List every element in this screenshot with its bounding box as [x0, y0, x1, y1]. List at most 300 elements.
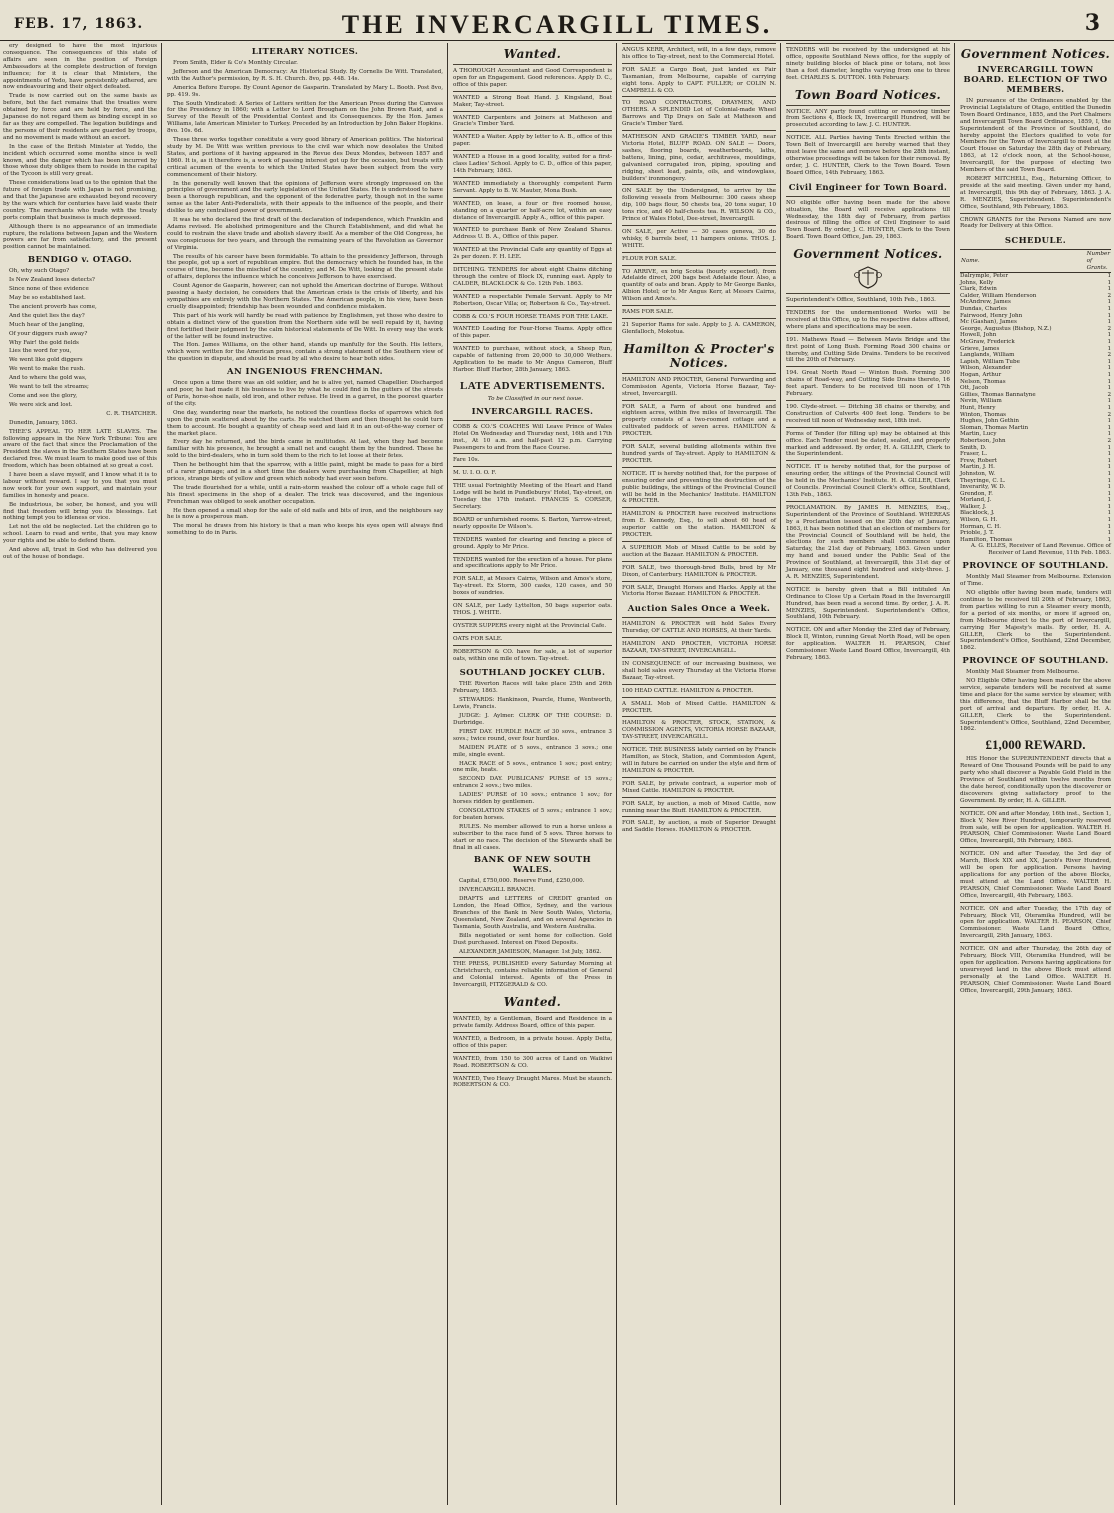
grant-count: 2: [1107, 292, 1111, 299]
table-row: [960, 392, 1111, 399]
text-paragraph: Monthly Mail Steamer from Melbourne.: [966, 669, 1080, 676]
advertisement: 194. Great North Road — Winton Bush. Forming 300 chains of Road-way, and Cutting Side Drains thereto, 16 feet apart. Tenders to be received till noon of 17th February.: [786, 366, 950, 400]
advertisement: TO ARRIVE, ex brig Scotia (hourly expected), from Adelaide direct, 200 bags best Adelaide flour. Also, a quantity of oats and bran. Apply to Mr George Banks, Albion Hotel; or to Mr Angus Kerr, at Messrs Cairns, Wilson and Amos's.: [622, 265, 776, 306]
races-ads: [453, 420, 612, 513]
advertisement: FOR SALE, a Farm of about one hundred and eighteen acres, within five miles of Invercargill. The property consists of a two-roomed cottage and a cultivated paddock of seven acres. HAMILTON & PROCTER.: [622, 400, 776, 441]
table-row: [960, 359, 1111, 366]
column-rule: [616, 43, 617, 1505]
advertisement: TENDERS wanted for clearing and fencing a piece of ground. Apply to Mr Price.: [453, 533, 612, 553]
advertisement: FLOUR FOR SALE.: [622, 252, 776, 265]
grantee-name: Hamilton, Thomas: [960, 536, 1013, 543]
crest-icon: [853, 265, 883, 289]
text-paragraph: The trade flourished for a while, until a rain-storm washed the colour off a whole cage full of his finest specimens in the shop of a dealer. The trick was discovered, and the ingenious Frenchman was obliged to seek another occupation.: [167, 484, 443, 505]
text-paragraph: IN pursuance of the Ordinances enabled by the Provincial Legislature of Otago, entitled the Dunedin Town Board Ordinance, 1855, and the Port Chalmers and Invercargill Town Board Ordinance, 1859, I, the Superintendent of the Province of Southland, do hereby appoint the Electors qualified to vote for Members for the Town of Invercargill to meet at the Court House on Saturday the 28th day of February, 1863, at 12 o'clock noon, at the School-house, Invercargill, for the purpose of electing two Members of the said Town Board.: [960, 98, 1111, 174]
grantee-name: Martin, Lucy: [960, 431, 997, 438]
grant-count: 1: [1107, 477, 1111, 484]
text-paragraph: We were sick and lost.: [9, 401, 73, 408]
advertisement: NOTICE. ALL Parties having Tents Erected within the Town Belt of Invercargill are hereby warned that they must leave the same and remove before the 28th instant, otherwise proceedings will be taken for their removal. By order, J. C. HUNTER, Clerk to the Town Board. Town Board Office, 14th February, 1863.: [786, 131, 950, 178]
advertisement: Forms of Tender (for filling up) may be obtained at this office. Each Tender must be dated, sealed, and properly marked and addressed. By order, H. A. GILLER, Clerk to the Superintendent.: [786, 427, 950, 461]
text-paragraph: May be so established last.: [9, 295, 86, 301]
text-paragraph: This part of his work will hardly be read with patience by Englishmen, yet those who desire to obtain a distinct view of the question from the Northern side will be well repaid by it, having first fortified their judgment by the calm historical statements of De Witt. In every way the work of the latter will be found instructive.: [167, 312, 443, 340]
advertisement: ON SALE by the Undersigned, to arrive by the following vessels from Melbourne: 300 cases sheep dip, 100 bags flour, 50 chests tea, 20 tons sugar, 10 tons rice, and 40 half-chests tea. R. WILSON & CO., Prince of Wales Hotel, Dee-street, Invercargill.: [622, 184, 776, 225]
text-paragraph: Lies the word for you,: [9, 348, 72, 355]
tender-ads: [786, 43, 950, 84]
advertisement: FOR SALE, several building allotments within five hundred yards of Tay-street. Apply to HAMILTON & PROCTER.: [622, 440, 776, 467]
column-rule: [161, 43, 162, 1505]
literary-notices-body: [167, 60, 443, 363]
grantee-name: Hughes, John Gethin: [960, 418, 1020, 425]
advertisement: ANGUS KERR, Architect, will, in a few days, remove his office to Tay-street, next to the Commercial Hotel.: [622, 43, 776, 63]
text-paragraph: America Before Europe. By Count Agenor de Gasparin. Translated by Mary L. Booth. Post 8vo, pp. 419. 9s.: [167, 84, 443, 98]
misc-ads: [453, 513, 612, 665]
text-paragraph: CONSOLATION STAKES of 5 sovs.; entrance 1 sov.; for beaten horses.: [453, 807, 612, 821]
text-paragraph: Let not the old be neglected. Let the children go to school. Learn to read and write, that you may know your rights and be able to defend them.: [3, 524, 157, 545]
table-row: [960, 332, 1111, 339]
grantee-name: Fraser, L.: [960, 451, 988, 458]
literary-notices-heading: LITERARY NOTICES.: [251, 47, 359, 57]
text-paragraph: And the quiet lies the day?: [9, 312, 85, 319]
column-4: [619, 43, 779, 1505]
table-row: [960, 464, 1111, 471]
grant-count: 1: [1107, 279, 1111, 286]
table-row: [960, 458, 1111, 465]
text-paragraph: Count Agenor de Gasparin, however, can not uphold the American doctrine of Europe. Without passing a hasty decision, he considers that the American crisis is the crisis of liberty, and his sympathies are entirely with the Northern States. The American people, in his view, have been cruelly disappointed; friendship has been wounded and confidence mistaken.: [167, 283, 443, 310]
table-row: [960, 517, 1111, 524]
table-row: [960, 491, 1111, 498]
advertisement: 190. Clyde-street. — Ditching 38 chains or thereby, and Construction of Culverts 400 feet long. Tenders to be received till noon of Wednesday next, 18th inst.: [786, 400, 950, 427]
advertisement: TENDERS will be received by the undersigned at his office, opposite Southland News office, for the supply of ninety building blocks of black pine or totara, not less than a foot diameter, lengths varying from one to three feet. CHARLES S. DUTTON. 16th February.: [786, 43, 950, 84]
advertisement: NOTICE. IT is hereby notified that, for the purpose of ensuring order, the sittings of the Provincial Council will be held in the Mechanics' Institute. H. A. GILLER, Clerk of Councils. Provincial Council Clerk's office, Southland, 13th Feb., 1863.: [786, 460, 950, 501]
table-row: [960, 405, 1111, 412]
advertisement: THE PRESS, PUBLISHED every Saturday Morning at Christchurch, contains reliable information of General and Colonial interest. Agents of the Press in Invercargill, FITZGERALD & CO.: [453, 957, 612, 991]
text-paragraph: SECOND DAY. PUBLICANS' PURSE of 15 sovs.; entrance 2 sovs.; two miles.: [453, 776, 612, 790]
late-advertisements-sub: To be Classified in our next issue.: [487, 395, 584, 402]
grant-count: 2: [1107, 325, 1111, 332]
advertisement: DITCHING. TENDERS for about eight Chains ditching through the centre of Block IX, running east. Apply to CALDER, BLACKLOCK & Co. 12th Feb. 1863.: [453, 263, 612, 290]
grantee-name: Blacklock, J.: [960, 510, 995, 517]
grant-count: 1: [1107, 510, 1111, 517]
reward-heading: £1,000 REWARD.: [985, 737, 1086, 753]
table-row: [960, 346, 1111, 353]
grant-count: 1: [1107, 503, 1111, 510]
town-board-election-body: [960, 98, 1111, 211]
civil-engineer-heading: Civil Engineer for Town Board.: [788, 182, 948, 193]
text-paragraph: Every day he returned, and the birds came in multitudes. At last, when they had become familiar with his presence, he brought a small net and caught them by the hundred. These he sold to the bird-dealers, who in turn sold them to the rich to let loose at their fetes.: [167, 439, 443, 460]
text-paragraph: HACK RACE of 5 sovs., entrance 1 sov.; post entry; one mile, heats.: [453, 760, 612, 774]
grantee-name: Smith, D.: [960, 444, 987, 451]
text-paragraph: Of your diggers rush away?: [9, 330, 88, 337]
grant-count: 1: [1107, 378, 1111, 385]
grant-count: 1: [1107, 273, 1111, 280]
table-row: [960, 385, 1111, 392]
page-number: 3: [1084, 10, 1100, 36]
schedule-heading: SCHEDULE.: [1004, 236, 1067, 247]
grantee-name: Robertson, John: [960, 437, 1006, 444]
advertisement: WANTED a Waiter. Apply by letter to A. B., office of this paper.: [453, 130, 612, 150]
grant-count: 1: [1107, 424, 1111, 431]
text-paragraph: In the case of the British Minister at Yeddo, the incident which occurred some months since is well known, and the danger which has been incurred by those whose duty obliges them to reside in the capital of the Tycoon is still very great.: [3, 143, 157, 178]
advertisement: WANTED Carpenters and Joiners at Matheson and Gracie's Timber Yard.: [453, 111, 612, 131]
column-1: [0, 43, 160, 1505]
advertisement: WANTED Loading for Four-Horse Teams. Apply office of this paper.: [453, 322, 612, 342]
wanted-ads: [453, 64, 612, 376]
text-paragraph: NO Eligible Offer having been made for the above service, separate tenders will be received at same time and place for the same service by steamer, with this difference, that the Bluff Harbor shall be the port of arrival and departure. By order, H. A. GILLER, Clerk to the Superintendent. Superintendent's Office, Southland, 22nd December, 1862.: [960, 678, 1111, 733]
grantee-name: McAndrew, James: [960, 299, 1011, 306]
auction-ads: [622, 617, 776, 836]
advertisement: FOR SALE, at Messrs Cairns, Wilson and Amos's store, Tay-street. Ex Storm, 300 casks, 120 cases, and 50 boxes of sundries.: [453, 572, 612, 599]
advertisement: NOTICE. ON and after Tuesday, the 3rd day of March, Block XIX and XX, Jacob's River Hundred, will be open for application. Persons having applications for any portion of the above Blocks, must attend at the Land Office. WALTER H. PEARSON, Chief Commissioner. Waste Land Board Office, Invercargill, 4th February, 1863.: [960, 847, 1111, 901]
text-paragraph: ALEXANDER JAMIESON, Manager. 1st July, 1862.: [459, 948, 602, 955]
grantee-name: Sloman, Thomas Martin: [960, 424, 1029, 431]
table-row: [960, 319, 1111, 326]
newspaper-title: THE INVERCARGILL TIMES.: [341, 10, 773, 39]
text-paragraph: He then opened a small shop for the sale of old nails and bits of iron, and the neighbours say he is now a prosperous man.: [167, 507, 443, 521]
table-row: [960, 286, 1111, 293]
advertisement: A SMALL Mob of Mixed Cattle. HAMILTON & PROCTER.: [622, 697, 776, 717]
table-row: [960, 352, 1111, 359]
text-paragraph: THEE'S APPEAL TO HER LATE SLAVES. The following appears in the New York Tribune: You are aware of the fact that since the Proclamation of the President the slaves in the Southern States have been declared free. We must learn to make good use of this freedom, which has been obtained at so great a cost.: [3, 428, 157, 470]
grant-count: 1: [1107, 312, 1111, 319]
grant-count: 1: [1107, 319, 1111, 326]
text-paragraph: These considerations lead us to the opinion that the future of foreign trade with Japan is not promising, and that the Japanese are exhausted beyond recovery by the wars which for centuries have laid waste their country. The merchants who trade with the treaty ports complain that business is much depressed.: [3, 180, 157, 221]
grant-count: 1: [1107, 490, 1111, 497]
province-heading: PROVINCE OF SOUTHLAND.: [962, 561, 1109, 572]
late-advertisements-heading: LATE ADVERTISEMENTS.: [460, 379, 605, 392]
grant-count: 1: [1107, 345, 1111, 352]
bank-body: [453, 878, 612, 955]
grantee-name: Walker, J.: [960, 503, 987, 510]
grantee-name: Hunt, Henry: [960, 404, 996, 411]
table-row: [960, 504, 1111, 511]
grantee-name: Fairwood, Henry John: [960, 312, 1023, 319]
advertisement: Fare 10s.: [453, 453, 612, 466]
column-3: [450, 43, 615, 1505]
table-row: [960, 484, 1111, 491]
town-board-heading: Town Board Notices.: [794, 87, 942, 102]
table-row: [960, 497, 1111, 504]
text-paragraph: Is New Zealand loses detects?: [9, 277, 95, 284]
text-paragraph: RULES. No member allowed to run a horse unless a subscriber to the race fund of 5 sovs. Three horses to start or no race. The decision of the Stewards shall be final in all cases.: [453, 823, 612, 851]
town-board-notices: [786, 105, 950, 179]
column-rule: [954, 43, 955, 1505]
text-paragraph: ery designed to have the most injurious consequence. The consequences of this state of affairs are seen in the position of Foreign Ambassadors at the complete destruction of foreign influence; for it is clear that Ministers, the appointments of Yedo, have persistently adhered, are now endeavouring and their object defeated.: [3, 43, 157, 91]
grantee-name: Martin, J. H.: [960, 464, 995, 471]
commercial-ads: [622, 43, 776, 338]
grant-count: 1: [1107, 523, 1111, 530]
advertisement: PROCLAMATION. By JAMES R. MENZIES, Esq., Superintendent of the Province of Southland. WHEREAS by a Proclamation issued on the 20th day of January, 1863, it has been notified that an election of members for the Provincial Council of Southland will be held, the elections for such members shall commence upon Saturday, the 21st day of February, 1863. Given under my hand and issued under the Public Seal of the Province of Southland, at Invercargill, this 31st day of January, one thousand eight hundred and sixty-three. J. A. R. MENZIES, Superintendent.: [786, 501, 950, 583]
table-row: [960, 412, 1111, 419]
text-paragraph: And to where the gold was,: [9, 375, 87, 382]
text-paragraph: The ancient proverb has come,: [9, 303, 97, 310]
table-row: [960, 299, 1111, 306]
crown-grants-notice: CROWN GRANTS for the Persons Named are now Ready for Delivery at this Office.: [960, 213, 1111, 233]
advertisement: MATHESON AND GRACIE'S TIMBER YARD, near Victoria Hotel, BLUFF ROAD. ON SALE — Doors, sashes, flooring boards, weatherboards, laths, battens, lining, pine, cedar, architraves, mouldings, galvanised corrugated iron, piping, spouting and ridging, sheet lead, paints, oils, and windowglass, builders' ironmongery.: [622, 130, 776, 184]
advertisement: WANTED at the Provincial Cafe any quantity of Eggs at 2s per dozen. F. H. LEE.: [453, 243, 612, 263]
civil-engineer-notice: [786, 196, 950, 243]
grantee-name: Grieve, James: [960, 345, 1000, 352]
text-paragraph: Monthly Mail Steamer from Melbourne. Extension of Time.: [960, 574, 1111, 588]
advertisement: FOR SALE, Draught Horses and Hacks. Apply at the Victoria Horse Bazaar. HAMILTON & PROCTER.: [622, 581, 776, 601]
advertisement: WANTED, from 150 to 300 acres of Land on Waikiwi Road. ROBERTSON & CO.: [453, 1052, 612, 1072]
poem-lines: [3, 268, 157, 409]
text-paragraph: These three works together constitute a very good library of American politics. The historical study by M. De Witt was written previous to the civil war which now desolates the United States, and portions of it having appeared in the Revue des Deux Mondes, between 1857 and 1860. It is, as it therefore is, a work of passing interest got up for the occasion, but treats with critical acumen of the events to which the United States have been subject from the very commencement of their history.: [167, 137, 443, 178]
table-row: [960, 478, 1111, 485]
grantee-name: Langlands, William: [960, 352, 1015, 359]
grantee-name: Clark, Edwin: [960, 286, 997, 293]
grantee-name: Grendon, F.: [960, 490, 993, 497]
wanted-heading: Wanted.: [503, 47, 562, 61]
advertisement: WANTED a House in a good locality, suited for a first-class Ladies' School. Apply to C. D., office of this paper, 14th February, 1863.: [453, 150, 612, 177]
advertisement: COBB & CO.'S COACHES Will Leave Prince of Wales Hotel On Wednesday and Thursday next, 16th and 17th inst., At 10 a.m. and half-past 12 p.m. Carrying Passengers to and from the Race Course.: [453, 420, 612, 454]
advertisement: 191. Mathews Road — Between Mavis Bridge and the first point of Long Bush. Forming Road 300 chains or thereby, and Cutting Side Drains. Tenders to be received till the 20th of February.: [786, 333, 950, 367]
grant-count: 1: [1107, 470, 1111, 477]
article-paragraphs: [3, 43, 157, 251]
grant-count: 1: [1107, 365, 1111, 372]
advertisement: M. U. I. O. O. F.: [453, 466, 612, 479]
grant-count: 1: [1107, 457, 1111, 464]
wanted-heading-2: Wanted.: [503, 995, 562, 1010]
advertisement: THE usual Fortnightly Meeting of the Heart and Hand Lodge will be held in Pundleburys' Hotel, Tay-street, on Tuesday the 17th instant. FRANCIS S. CORSER, Secretary.: [453, 479, 612, 513]
advertisement: WANTED to purchase, without stock, a Sheep Run, capable of fattening from 20,000 to 30,000 Wethers. Application to be made to Mr Angus Cameron, Bluff Harbor. Bluff Harbor, 28th January, 1863.: [453, 342, 612, 376]
bank-heading: BANK OF NEW SOUTH WALES.: [473, 855, 592, 876]
advertisement: NOTICE. ON and after Tuesday, the 17th day of February, Block VII, Oteramika Hundred, will be open for application. WALTER H. PEARSON, Chief Commissioner. Waste Land Board Office, Invercargill, 29th January, 1863.: [960, 902, 1111, 943]
grantee-name: Winton, Thomas: [960, 411, 1007, 418]
grant-count: 2: [1107, 411, 1111, 418]
table-row: [960, 280, 1111, 287]
table-row: [960, 451, 1111, 458]
advertisement: NOTICE. ON and after Monday, 16th inst., Section 1, Block V, New River Hundred, temporarily reserved from sale, will be open for application. WALTER H. PEARSON, Chief Commissioner. Waste Land Board Office, Invercargill, 5th February, 1863.: [960, 807, 1111, 848]
advertisement: TO ROAD CONTRACTORS, DRAYMEN, AND OTHERS. A SPLENDID Lot of Colonial-made Wheel Barrows and Tip Drays on Sale at Matheson and Gracie's Timber Yard.: [622, 96, 776, 130]
masthead: [0, 0, 1114, 41]
grant-count: 1: [1107, 451, 1111, 458]
advertisement: BOARD or unfurnished rooms. S. Barton, Yarrow-street, nearly opposite Dr Wilson's.: [453, 513, 612, 533]
grant-count: 2: [1107, 352, 1111, 359]
waste-land-notices: [960, 807, 1111, 997]
text-paragraph: MAIDEN PLATE of 5 sovs., entrance 3 sovs.; one mile, single event.: [453, 744, 612, 758]
advertisement: WANTED, Two Heavy Draught Mares. Must be staunch. ROBERTSON & CO.: [453, 1072, 612, 1092]
advertisement: ROBERTSON & CO. have for sale, a lot of superior oats, within one mile of town. Tay-street.: [453, 645, 612, 665]
advertisement: WANTED a respectable Female Servant. Apply to Mr Robertson, Oscar Villa; or, Robertson & Co., Tay-street.: [453, 290, 612, 310]
advertisement: A THOROUGH Accountant and Good Correspondent is open for an Engagement. Good references. Apply D. C., office of this paper.: [453, 64, 612, 91]
advertisement: HAMILTON AND PROCTER, VICTORIA HORSE BAZAAR, TAY-STREET, INVERCARGILL.: [622, 637, 776, 657]
grantee-name: Nelson, Thomas: [960, 378, 1006, 385]
column-rule: [447, 43, 448, 1505]
story-body: [167, 380, 443, 537]
table-row: [960, 365, 1111, 372]
table-row: [960, 438, 1111, 445]
grant-count: 1: [1107, 398, 1111, 405]
advertisement: TENDERS for the undermentioned Works will be received at this Office, up to the respective dates affixed, where plans and specifications may be seen.: [786, 306, 950, 333]
advertisement: WANTED a Strong Boat Hand. J. Kingsland, Boat Maker, Tay-street.: [453, 91, 612, 111]
text-paragraph: Then he bethought him that the sparrow, with a little paint, might be made to pass for a bird of a rarer plumage; and in a short time the dealers were purchasing from Chapellier, at high prices, strange birds of yellow and green which nobody had ever seen before.: [167, 462, 443, 482]
article-paragraphs-2: [3, 429, 157, 561]
advertisement: WANTED to purchase Bank of New Zealand Shares. Address U. B. A., Office of this paper.: [453, 223, 612, 243]
hamilton-procter-heading: Hamilton & Procter's Notices.: [623, 341, 775, 370]
grant-count: 1: [1107, 385, 1111, 392]
advertisement: ON SALE, per Lady Lyttelton, 50 bags superior oats. THOS. J. WHITE.: [453, 599, 612, 619]
grantee-name: Johns, Kelly: [960, 279, 994, 286]
text-paragraph: Trade is now carried out on the same basis as before, but the fact remains that the treaties were obtained by force and are held by force, and the Japanese do not regard them as binding except in so far as they are compelled. The legation buildings and the persons of their residents are guarded by troops, and no movement is made without an escort.: [3, 93, 157, 141]
advertisement: HAMILTON & PROCTER, STOCK, STATION, & COMMISSION AGENTS, VICTORIA HORSE BAZAAR, TAY-STREET, INVERCARGILL.: [622, 716, 776, 743]
table-row: [960, 471, 1111, 478]
table-row: [960, 530, 1111, 537]
table-row: [960, 379, 1111, 386]
grantee-name: Howell, John: [960, 332, 997, 339]
grant-count: 1: [1107, 372, 1111, 378]
grant-count: 1: [1107, 418, 1111, 425]
grant-count: 1: [1107, 444, 1111, 451]
table-row: [960, 524, 1111, 531]
hamilton-procter-ads: [622, 373, 776, 601]
grantee-name: Nevin, William: [960, 398, 1002, 405]
advertisement: A SUPERIOR Mob of Mixed Cattle to be sold by auction at the Bazaar. HAMILTON & PROCTER.: [622, 541, 776, 561]
text-paragraph: It was he who declared the first draft of the declaration of independence, which Franklin and Adams revised. He abolished primogeniture and the Church Establishment, and did what he could to restrain the slave trade and abolish slavery itself. As a member of the Old Congress, he was conspicuous for two years, and through the remaining years of the Revolution as Governor of Virginia.: [167, 217, 443, 251]
grantee-name: Lapish, William Tube: [960, 358, 1020, 365]
advertisement: HAMILTON & PROCTER have received instructions from E. Kennedy, Esq., to sell about 60 head of superior cattle on the station. HAMILTON & PROCTER.: [622, 507, 776, 541]
grantee-name: Wilson, Alexander: [960, 365, 1012, 372]
jockey-club-heading: SOUTHLAND JOCKEY CLUB.: [459, 668, 606, 679]
table-row: [960, 510, 1111, 517]
table-row: [960, 306, 1111, 313]
advertisement: FOR SALE a Cargo Boat, just landed ex Fair Tasmanian, from Melbourne, capable of carrying eight tons. Apply to CAPT. FULLER; or COLIN N. CAMPBELL & CO.: [622, 63, 776, 97]
text-paragraph: The South Vindicated: A Series of Letters written for the American Press during the Canvass for the Presidency in 1860; with a Letter to Lord Brougham on the John Brown Raid, and a Survey of the Result of the Presidential Contest and its Consequences. By the Hon. James Williams, late American Minister to Turkey. Preceded by an Introduction by John Baker Hopkins. 8vo. 10s. 6d.: [167, 100, 443, 135]
grant-count: 1: [1107, 497, 1111, 504]
table-row: [960, 372, 1111, 379]
crown-grants-schedule-table: [960, 249, 1111, 543]
advertisement: HAMILTON AND PROCTER, General Forwarding and Commission Agents, Victoria Horse Bazaar, Tay-street, Invercargill.: [622, 373, 776, 400]
text-paragraph: FIRST DAY. HURDLE RACE of 30 sovs., entrance 3 sovs.; twice round, over four hurdles.: [453, 728, 612, 742]
grant-count: 1: [1107, 484, 1111, 491]
poem-signature: C. R. THATCHER.: [106, 410, 157, 417]
schedule-column-number: Number of Grants.: [1086, 250, 1111, 273]
text-paragraph: Much hear of the jangling,: [9, 321, 85, 328]
text-paragraph: HIS Honor the SUPERINTENDENT directs that a Reward of One Thousand Pounds will be paid to any party who shall discover a Payable Gold Field in the Province of Southland within twelve months from the date hereof, conditionally upon the discoverer or discoverers giving satisfactory proof to the Government. By order, H. A. GILLER.: [960, 756, 1111, 804]
text-paragraph: And above all, trust in God who has delivered you out of the house of bondage.: [3, 547, 157, 560]
races-heading: INVERCARGILL RACES.: [471, 406, 594, 417]
auction-heading: Auction Sales Once a Week.: [627, 604, 771, 615]
column-2: [164, 43, 446, 1505]
press-ad: [453, 957, 612, 991]
advertisement: NOTICE. THE BUSINESS lately carried on by Francis Hamilton, as Stock, Station, and Commission Agent, will in future be carried on under the style and firm of HAMILTON & PROCTER.: [622, 743, 776, 777]
grant-count: 1: [1107, 530, 1111, 537]
text-paragraph: Oh, why such Otago?: [9, 268, 70, 275]
advertisement: FOR SALE, by private contract, a superior mob of Mixed Cattle. HAMILTON & PROCTER.: [622, 777, 776, 797]
grantee-name: Frew, Robert: [960, 457, 997, 464]
text-paragraph: From Smith, Elder & Co's Monthly Circular.: [173, 60, 298, 66]
table-row: [960, 537, 1111, 544]
text-paragraph: In the generally well known that the opinions of Jefferson were strongly impressed on the principles of government and the early legislation of the United States. He is understood to have been a thorough republican, and the opponent of the federative party, though not in the same sense as the later Anti-Federalists, with their appeals to the influence of the people, and their dislike to any centralised power of government.: [167, 180, 443, 215]
story-heading: AN INGENIOUS FRENCHMAN.: [227, 367, 383, 378]
text-paragraph: ROBERT MITCHELL, Esq., Returning Officer, to preside at the said meeting. Given under my hand, at Invercargill, this 9th day of February, 1863. J. A. R. MENZIES, Superintendent. Superintendent's Office, Southland, 9th February, 1863.: [960, 175, 1111, 210]
grantee-name: Dalrymple, Peter: [960, 273, 1009, 280]
table-row: [960, 339, 1111, 346]
table-row: [960, 293, 1111, 300]
jockey-club-body: [453, 681, 612, 851]
table-row: [960, 425, 1111, 432]
grantee-name: Mc (Gashan), James: [960, 319, 1017, 326]
grantee-name: Ott, Jacob: [960, 385, 989, 392]
grant-count: 1: [1107, 358, 1111, 365]
grantee-name: Prioble, J. T.: [960, 530, 994, 537]
advertisement: WANTED immediately a thoroughly competent Farm Servant. Apply to B. W. Mauter, Mona Bush.: [453, 177, 612, 197]
schedule-column-name: Name.: [960, 250, 1086, 273]
text-paragraph: I have been a slave myself, and I know what it is to labour without reward. I say to you that you must now work for your own support, and maintain your families in honesty and peace.: [3, 472, 157, 499]
advertisement: HAMILTON & PROCTER will hold Sales Every Thursday, OF CATTLE AND HORSES, At their Yards.: [622, 617, 776, 637]
advertisement: FOR SALE, two thorough-bred Bulls, bred by Mr Dixon, of Canterbury. HAMILTON & PROCTER.: [622, 561, 776, 581]
province-heading-2: PROVINCE OF SOUTHLAND.: [962, 656, 1109, 667]
advertisement: FOR SALE, by auction, a mob of Superior Draught and Saddle Horses. HAMILTON & PROCTER.: [622, 816, 776, 836]
text-paragraph: We went like gold diggers: [9, 357, 83, 364]
province-notice-2: [960, 669, 1111, 733]
text-paragraph: We want to tell the streams;: [9, 384, 89, 391]
text-paragraph: One day, wandering near the markets, he noticed the countless flocks of sparrows which fed upon the grain scattered about by the carts. He watched them and then thought he could turn them to account. He bought a quantity of cheap seed and laid it in an out-of-the-way corner of the market place.: [167, 409, 443, 437]
text-paragraph: Be industrious, be sober, be honest, and you will find that freedom will bring you its blessings. Let nothing tempt you to idleness or vice.: [3, 501, 157, 522]
text-paragraph: Why Fair! the gold fields: [9, 339, 79, 346]
text-paragraph: The moral he draws from his history is that a man who keeps his eyes open will always find something to do in Paris.: [167, 523, 443, 537]
table-row: [960, 445, 1111, 452]
table-row: [960, 431, 1111, 438]
grant-count: 1: [1107, 404, 1111, 411]
advertisement: OYSTER SUPPERS every night at the Provincial Cafe.: [453, 619, 612, 632]
poem-date: Dunedin, January, 1863.: [9, 419, 78, 426]
advertisement: 21 Superior Rams for sale. Apply to J. A. CAMERON, Glenfalloch, Mokotua.: [622, 318, 776, 338]
advertisement: 100 HEAD CATTLE. HAMILTON & PROCTER.: [622, 684, 776, 697]
issue-date: FEB. 17, 1863.: [14, 16, 144, 32]
text-paragraph: NO eligible offer having been made, tenders will continue to be received till 20th of February, 1863, from parties willing to run a Steamer every month, for a period of six months, or more if agreed on, from Melbourne direct to the port of Invercargill, carrying Her Majesty's mails. By order, H. A. GILLER, Clerk to the Superintendent. Superintendent's Office, Southland, 22nd December, 1862.: [960, 590, 1111, 652]
table-row: [960, 326, 1111, 333]
grant-count: 1: [1107, 536, 1111, 543]
text-paragraph: STEWARDS: Hankinson, Pearcle, Hume, Wentworth, Lewis, Francis.: [453, 697, 612, 711]
grantee-name: George, Augustus (Bishop, N.Z.): [960, 325, 1052, 332]
text-paragraph: The Hon. James Williams, on the other hand, stands up manfully for the South. His letters, which were written for the American press, contain a strong statement of the Southern view of the question in dispute, and should be read by all who desire to hear both sides.: [167, 342, 443, 363]
grant-count: 1: [1107, 339, 1111, 346]
grantee-name: McGraw, Frederick: [960, 339, 1015, 346]
advertisement: NO eligible offer having been made for the above situation, the Board will receive applications till Wednesday, the 18th day of February, from parties desirous of filling the office of Civil Engineer to said Town Board. By order, J. C. HUNTER, Clerk to the Town Board. Town Board Office, Jan. 29, 1863.: [786, 196, 950, 243]
grant-count: 2: [1107, 391, 1111, 398]
text-paragraph: DRAFTS and LETTERS of CREDIT granted on London, the Head Office, Sydney, and the various Branches of the Bank in New South Wales, Victoria, Queensland, New Zealand, and on several Agencies in Tasmania, South Australia, and Western Australia.: [453, 896, 612, 930]
text-paragraph: JUDGE: J. Aylmer. CLERK OF THE COURSE: D. Durbridge.: [453, 713, 612, 726]
text-paragraph: THE Riverton Races will take place 25th and 26th February, 1863.: [453, 681, 612, 695]
grantee-name: Theyringe, C. L.: [960, 477, 1006, 484]
grant-count: 1: [1107, 332, 1111, 339]
text-paragraph: Bills negotiated or sent home for collection. Gold Dust purchased. Interest on Fixed Deposits.: [453, 932, 612, 946]
advertisement: NOTICE. ANY party found cutting or removing timber from Sections 4, Block IX, Invercargill Hundred, will be prosecuted according to law. J. C. HUNTER.: [786, 105, 950, 132]
text-paragraph: LADIES' PURSE of 10 sovs.; entrance 1 sov.; for horses ridden by gentlemen.: [453, 792, 612, 806]
advertisement: IN CONSEQUENCE of our increasing business, we shall hold sales every Thursday at the Victoria Horse Bazaar, Tay-street.: [622, 657, 776, 684]
advertisement: NOTICE. ON and after Monday the 23rd day of February, Block II, Winton, running Great North Road, will be open for application. WALTER H. PEARSON, Chief Commissioner. Waste Land Board Office, Invercargill, 4th February, 1863.: [786, 623, 950, 664]
text-paragraph: The results of his career have been formidable. To attain to the presidency Jefferson, through the people, got up a sort of republican empire. But the democracy which he founded has, in the course of time, become the mischief of the country; and M. De Witt, looking at the present state of affairs, deplores the influence which he conceives Jefferson to have exercised.: [167, 253, 443, 281]
text-paragraph: Since none of thee evidence: [9, 286, 89, 293]
advertisement: WANTED, a Bedroom, in a private house. Apply Delta, office of this paper.: [453, 1032, 612, 1052]
text-paragraph: Although there is no appearance of an immediate rupture, the relations between Japan and the Western powers are far from satisfactory, and the present position cannot be maintained.: [3, 223, 157, 251]
schedule-signature: A. G. ELLES, Receiver of Land Revenue. Office of Receiver of Land Revenue, 11th Feb. 1863.: [970, 543, 1111, 557]
wanted-ads-2: [453, 1012, 612, 1091]
advertisement: NOTICE is hereby given that a Bill intituled An Ordinance to Close Up a Certain Road in the Invercargill Hundred, has been read a second time. By order, J. A. R. MENZIES, Superintendent. Superintendent's Office, Southland, 10th February.: [786, 583, 950, 624]
government-notices-heading: Government Notices.: [793, 247, 943, 262]
table-row: [960, 398, 1111, 405]
advertisement: COBB & CO.'S FOUR HORSE TEAMS FOR THE LAKE.: [453, 310, 612, 323]
advertisement: WANTED, on lease, a four or five roomed house, standing on a quarter or half-acre lot, within an easy distance of Invercargill. Apply A., office of this paper.: [453, 197, 612, 224]
grantee-name: Gillies, Thomas Bannatyne: [960, 391, 1036, 398]
town-board-election-heading: INVERCARGILL TOWN BOARD. ELECTION OF TWO MEMBERS.: [963, 65, 1108, 95]
grant-count: 1: [1107, 464, 1111, 471]
grant-count: 1: [1107, 306, 1111, 313]
table-row: [960, 273, 1111, 280]
text-paragraph: Come and see the glory,: [9, 392, 78, 399]
grant-count: 1: [1107, 286, 1111, 293]
grantee-name: Johnston, W.: [960, 470, 996, 477]
column-6: [957, 43, 1114, 1505]
